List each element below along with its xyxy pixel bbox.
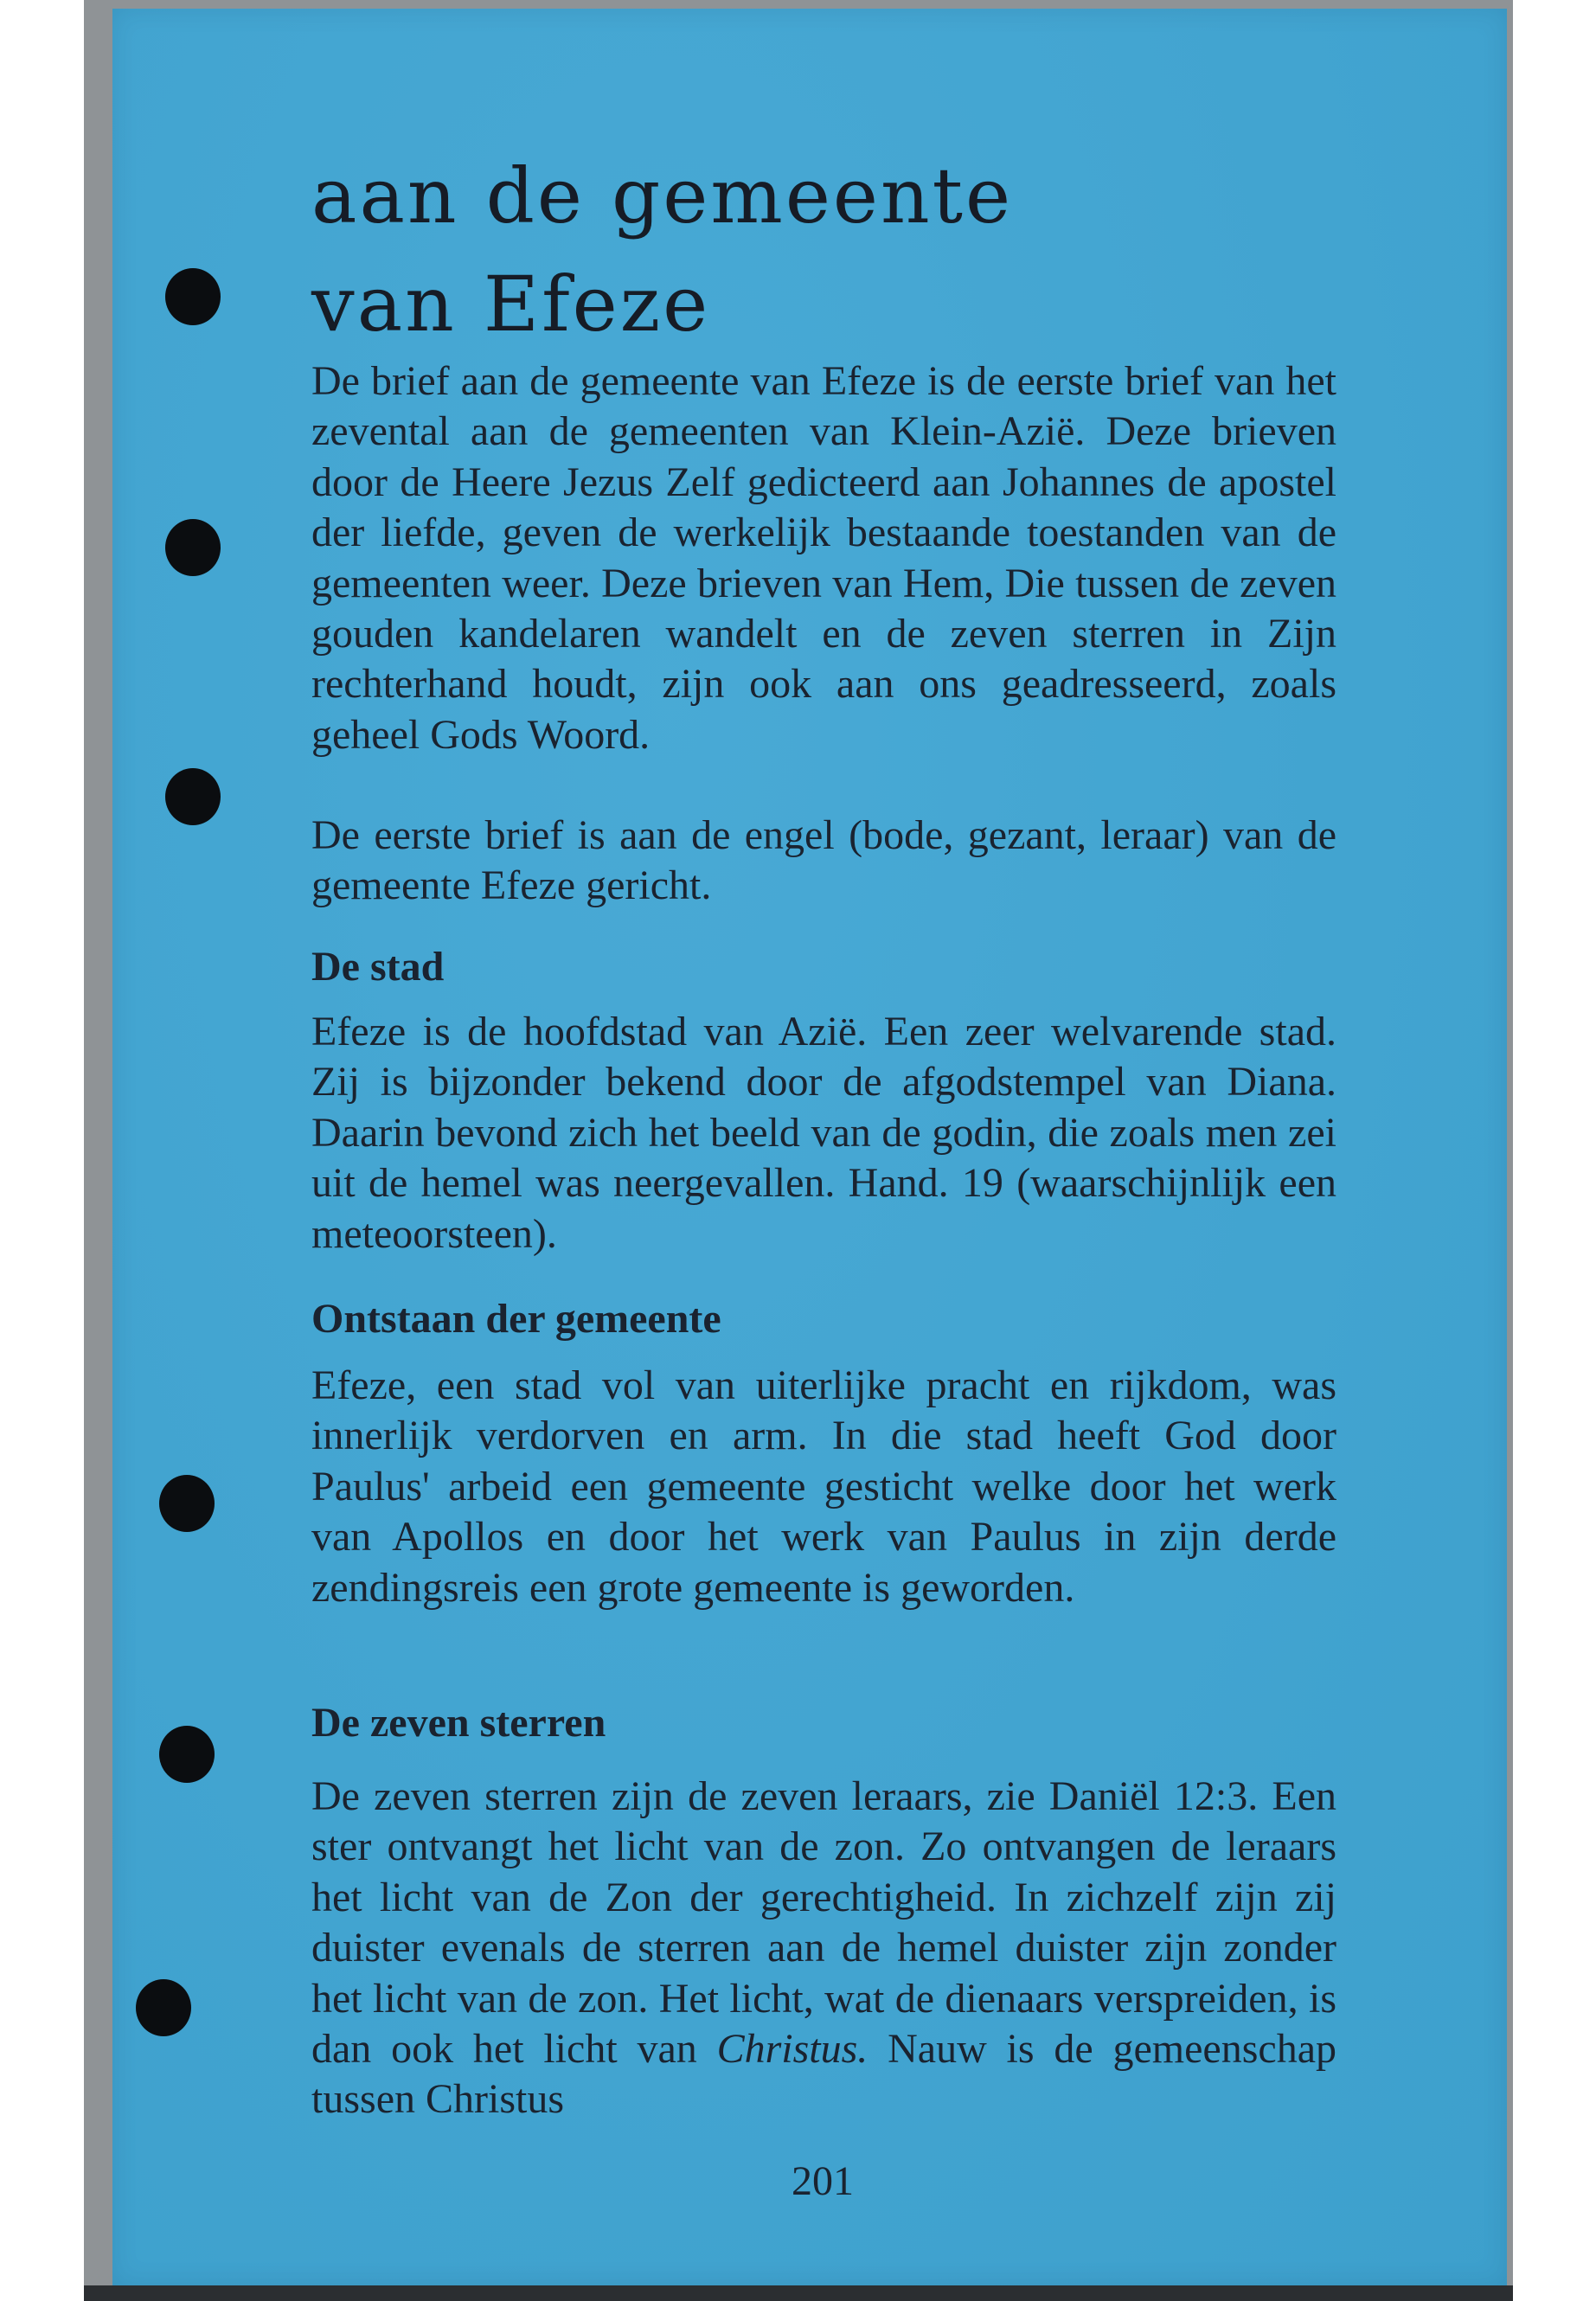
intro-paragraph: De brief aan de gemeente van Efeze is de eerste brief van het zevental aan de gemeenten van Klein-Azië. Deze brieven door de Heere Jezus Zelf gedicteerd aan Johannes de apostel der liefde, geven de werkelijk bestaande toestanden van de gemeenten weer. Deze brieven van Hem, Die tussen de zeven gouden kandelaren wandelt en de zeven sterren in Zijn rechterhand houdt, zijn ook aan ons geadresseerd, zoals geheel Gods Woord. [311, 358, 1336, 758]
section-heading-zeven-sterren: De zeven sterren [311, 1700, 606, 1746]
page-number: 201 [792, 2158, 854, 2204]
italic-christus: Christus. [716, 2026, 869, 2073]
section-text-part: Nauw is de gemeenschap tussen Christus [311, 2026, 1337, 2123]
section-text-zeven-sterren [311, 1772, 1336, 2125]
binder-hole-icon [159, 1726, 215, 1783]
intro-paragraph-2: De eerste brief is aan de engel (bode, gezant, leraar) van de gemeente Efeze gericht. [311, 812, 1336, 909]
binder-hole-icon [165, 519, 221, 576]
section-text-part: De zeven sterren zijn de zeven leraars, zie Daniël 12:3. Een ster ontvangt het licht van de zon. Zo ontvangen de leraars het licht van de Zon der gerechtigheid. In zichzelf zijn zij duister evenals de sterren aan de hemel duister zijn zonder het licht van de zon. Het licht, wat de dienaars verspreiden, is dan ook het licht van [311, 1773, 1336, 2073]
binder-hole-icon [136, 1979, 191, 2036]
section-text-ontstaan: Efeze, een stad vol van uiterlijke pracht en rijkdom, was innerlijk verdorven en arm. In die stad heeft God door Paulus' arbeid een gemeente gesticht welke door het werk van Apollos en door het werk van Paulus in zijn derde zendingsreis een grote gemeente is geworden. [311, 1362, 1336, 1611]
binder-hole-icon [159, 1475, 215, 1532]
section-text-de-stad: Efeze is de hoofdstad van Azië. Een zeer welvarende stad. Zij is bijzonder bekend door de afgodstempel van Diana. Daarin bevond zich het beeld van de godin, die zoals men zei uit de hemel was neergevallen. Hand. 19 (waarschijnlijk een meteoorsteen). [311, 1009, 1336, 1257]
page-bottom-edge [84, 2285, 1513, 2301]
page-title-line-2: van Efeze [311, 260, 711, 349]
page-title-line-1: aan de gemeente [311, 151, 1014, 240]
binder-hole-icon [165, 768, 221, 825]
binder-hole-icon [165, 268, 221, 325]
section-heading-ontstaan: Ontstaan der gemeente [311, 1296, 721, 1342]
section-heading-de-stad: De stad [311, 944, 445, 990]
